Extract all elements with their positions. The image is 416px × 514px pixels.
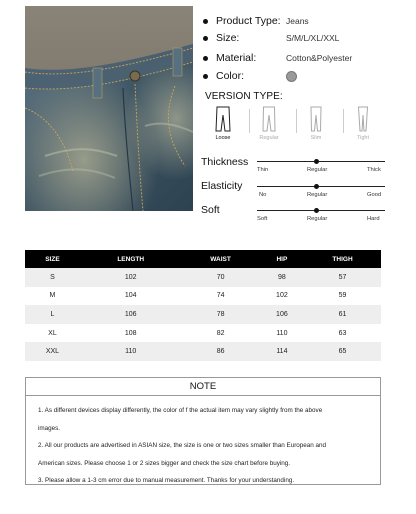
soft-option-mid: Regular: [307, 216, 328, 222]
elasticity-label: Elasticity: [201, 180, 243, 192]
table-cell: 102: [260, 287, 304, 306]
divider: [343, 109, 344, 133]
spec-label: Product Type:: [216, 15, 281, 27]
column-header-hip: HIP: [260, 250, 304, 268]
table-cell: 102: [80, 268, 182, 287]
table-cell: 106: [260, 305, 304, 324]
divider: [249, 109, 250, 133]
spec-value: Cotton&Polyester: [286, 53, 353, 63]
table-cell: 110: [80, 342, 182, 361]
note-line: images.: [38, 424, 61, 432]
tight-pants-icon: [355, 106, 371, 132]
spec-row-product-type: [203, 13, 309, 29]
slim-pants-icon: [308, 106, 324, 132]
spec-value: S/M/L/XL/XXL: [286, 33, 340, 43]
spec-row-size: [203, 30, 339, 46]
soft-option-min: Soft: [257, 216, 268, 222]
version-option-tight[interactable]: [346, 106, 380, 141]
table-cell: 63: [304, 324, 381, 343]
bullet-icon: [203, 74, 208, 79]
thickness-scale-line: [257, 161, 385, 162]
table-cell: 61: [304, 305, 381, 324]
spec-value: Jeans: [286, 16, 309, 26]
note-line: 2. All our products are advertised in ASIAN size, the size is one or two sizes smaller than European and: [38, 442, 327, 449]
table-cell: S: [25, 268, 80, 287]
regular-pants-icon: [261, 106, 277, 132]
version-option-regular[interactable]: [252, 106, 286, 141]
table-row: [25, 268, 381, 287]
version-type-title: VERSION TYPE:: [205, 91, 283, 102]
table-header-row: [25, 250, 381, 268]
bullet-icon: [203, 56, 208, 61]
table-cell: 57: [304, 268, 381, 287]
version-option-loose[interactable]: [206, 106, 240, 141]
thickness-option-mid: Regular: [307, 167, 328, 173]
note-line: American sizes. Please choose 1 or 2 sizes bigger and check the size chart before buying.: [38, 459, 291, 467]
divider: [296, 109, 297, 133]
version-label: Regular: [259, 135, 279, 141]
table-cell: 59: [304, 287, 381, 306]
spec-label: Size:: [216, 32, 240, 44]
bullet-icon: [203, 36, 208, 41]
table-cell: 108: [80, 324, 182, 343]
version-label: Tight: [356, 135, 370, 141]
table-row: [25, 305, 381, 324]
elasticity-option-max: Good: [367, 192, 382, 198]
column-header-thigh: THIGH: [304, 250, 381, 268]
table-row: [25, 287, 381, 306]
spec-label: Color:: [216, 70, 245, 82]
note-line: 3. Please allow a 1-3 cm error due to manual measurement. Thanks for your understanding.: [38, 477, 295, 484]
soft-label: Soft: [201, 204, 220, 216]
spec-label: Material:: [216, 52, 257, 64]
version-label: Slim: [310, 135, 322, 141]
version-type-options: [204, 106, 386, 150]
thickness-label: Thickness: [201, 156, 249, 168]
note-text: [38, 402, 373, 490]
table-cell: 98: [260, 268, 304, 287]
jeans-photo-image: [25, 6, 193, 211]
version-label: Loose: [215, 135, 231, 141]
table-cell: 65: [304, 342, 381, 361]
table-cell: 74: [181, 287, 259, 306]
bullet-icon: [203, 19, 208, 24]
table-cell: 86: [181, 342, 259, 361]
table-cell: M: [25, 287, 80, 306]
table-cell: 78: [181, 305, 259, 324]
column-header-length: LENGTH: [80, 250, 182, 268]
note-box: [25, 377, 381, 485]
table-cell: 70: [181, 268, 259, 287]
thickness-option-min: Thin: [257, 167, 269, 173]
thickness-option-max: Thick: [367, 167, 381, 173]
table-cell: L: [25, 305, 80, 324]
table-cell: 114: [260, 342, 304, 361]
table-cell: 104: [80, 287, 182, 306]
table-cell: 82: [181, 324, 259, 343]
spec-row-color: [203, 68, 297, 84]
column-header-size: SIZE: [25, 250, 80, 268]
note-line: 1. As different devices display differently, the color of f the actual item may vary slightly from the above: [38, 407, 323, 414]
table-cell: 110: [260, 324, 304, 343]
table-cell: XL: [25, 324, 80, 343]
table-cell: 106: [80, 305, 182, 324]
spec-row-material: [203, 50, 352, 66]
soft-indicator: [314, 208, 319, 213]
soft-option-max: Hard: [367, 216, 380, 222]
color-swatch-gray[interactable]: [286, 71, 297, 82]
elasticity-option-mid: Regular: [307, 192, 328, 198]
elasticity-scale-line: [257, 186, 385, 187]
thickness-indicator: [314, 159, 319, 164]
loose-pants-icon: [215, 106, 231, 132]
table-row: [25, 342, 381, 361]
table-row: [25, 324, 381, 343]
table-cell: XXL: [25, 342, 80, 361]
elasticity-indicator: [314, 184, 319, 189]
size-chart-table: [25, 250, 381, 361]
version-option-slim[interactable]: [299, 106, 333, 141]
elasticity-option-min: No: [259, 192, 267, 198]
soft-scale-line: [257, 210, 385, 211]
product-photo: [25, 6, 193, 211]
column-header-waist: WAIST: [181, 250, 259, 268]
note-title: NOTE: [26, 378, 380, 396]
